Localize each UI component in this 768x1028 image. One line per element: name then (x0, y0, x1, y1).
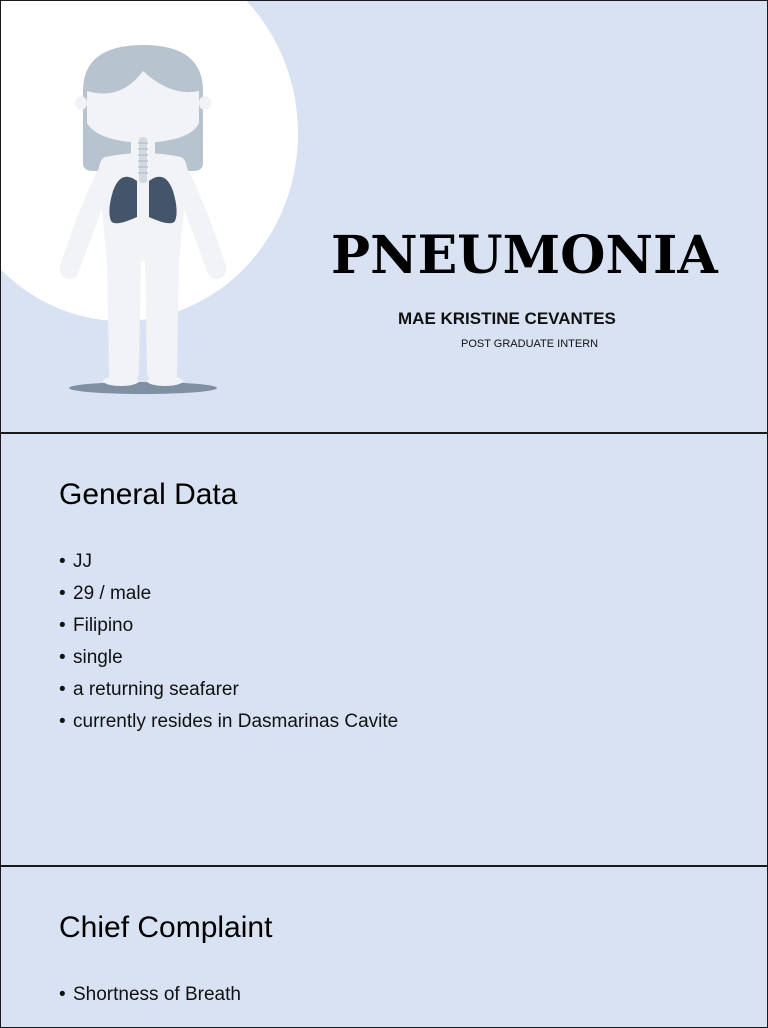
bullet-list (59, 549, 398, 741)
list-item (59, 581, 398, 613)
list-item-text: a returning seafarer (73, 679, 239, 700)
bullet-glyph: • (59, 679, 66, 700)
general-data-slide (0, 433, 768, 866)
bullet-glyph: • (59, 647, 66, 668)
list-item (59, 549, 398, 581)
author-name: MAE KRISTINE CEVANTES (398, 309, 616, 328)
list-item (59, 709, 398, 741)
bullet-glyph: • (59, 984, 66, 1005)
bullet-glyph: • (59, 711, 66, 732)
list-item-text: JJ (73, 551, 92, 572)
chief-complaint-slide (0, 866, 768, 1028)
bullet-list (59, 982, 241, 1014)
human-figure-with-lungs-icon (41, 31, 241, 411)
list-item-text: currently resides in Dasmarinas Cavite (73, 711, 399, 732)
list-item-text: Shortness of Breath (73, 984, 241, 1005)
slide-heading: General Data (59, 478, 238, 511)
list-item (59, 645, 398, 677)
bullet-glyph: • (59, 583, 66, 604)
presentation-title: PNEUMONIA (331, 225, 718, 286)
list-item (59, 982, 241, 1014)
list-item (59, 677, 398, 709)
bullet-glyph: • (59, 551, 66, 572)
slide-heading: Chief Complaint (59, 911, 273, 944)
list-item-text: 29 / male (73, 583, 152, 604)
author-role: POST GRADUATE INTERN (461, 338, 599, 350)
list-item (59, 613, 398, 645)
bullet-glyph: • (59, 615, 66, 636)
title-slide (0, 0, 768, 433)
list-item-text: Filipino (73, 615, 134, 636)
list-item-text: single (73, 647, 123, 668)
